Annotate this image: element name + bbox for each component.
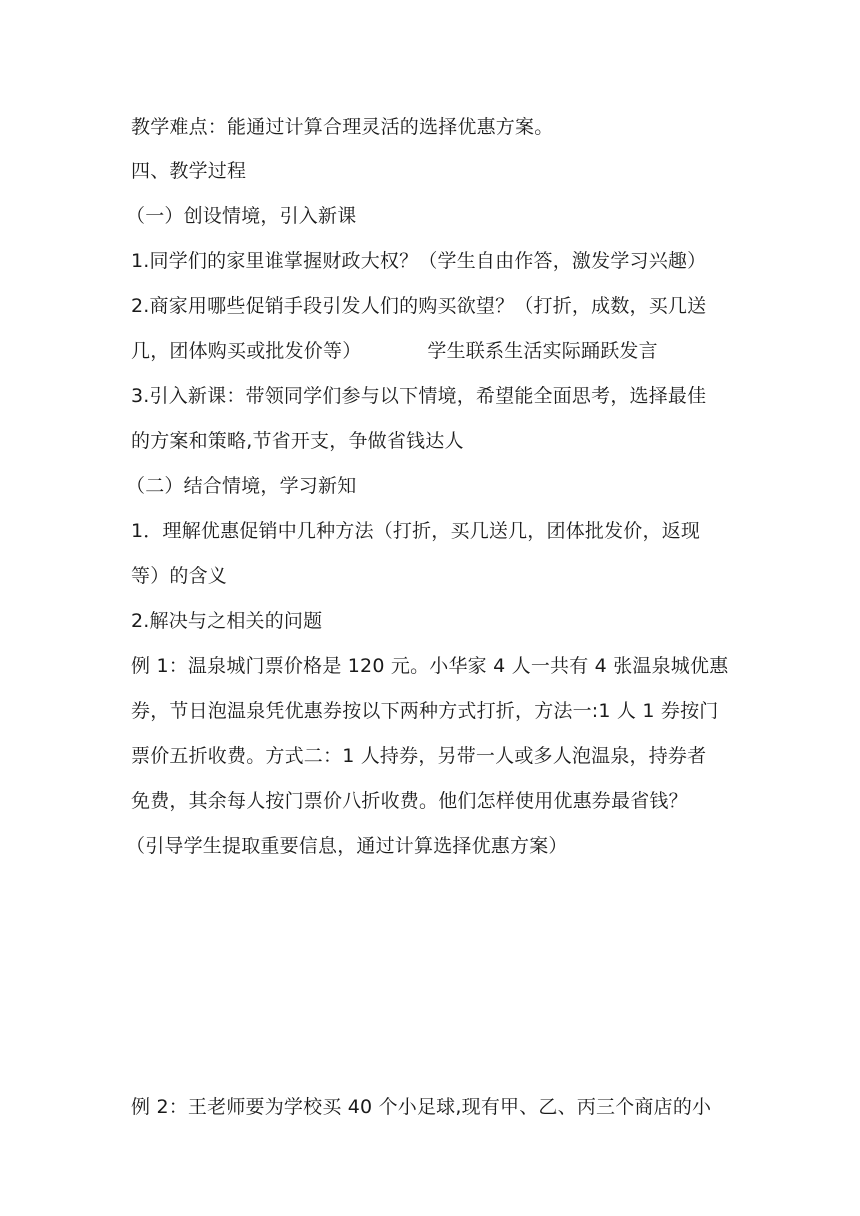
- paragraph-line: 2.商家用哪些促销手段引发人们的购买欲望？（打折，成数，买几送: [131, 295, 707, 317]
- section-heading-teaching-process: 四、教学过程: [131, 160, 247, 182]
- paragraph-line: 2.解决与之相关的问题: [131, 610, 323, 632]
- paragraph-line: 1．理解优惠促销中几种方法（打折，买几送几，团体批发价，返现: [131, 520, 701, 542]
- paragraph-line: [131, 337, 741, 365]
- example-1-line: 票价五折收费。方式二：1 人持券，另带一人或多人泡温泉，持券者: [131, 745, 707, 767]
- paragraph-line: 的方案和策略,节省开支，争做省钱达人: [131, 430, 464, 452]
- paragraph-text: 学生联系生活实际踊跃发言: [427, 340, 658, 362]
- teaching-difficulty-line: 教学难点：能通过计算合理灵活的选择优惠方案。: [131, 116, 554, 138]
- example-1-line: 免费，其余每人按门票价八折收费。他们怎样使用优惠券最省钱？: [131, 790, 688, 812]
- example-1-line: 例 1：温泉城门票价格是 120 元。小华家 4 人一共有 4 张温泉城优惠: [131, 655, 729, 677]
- paragraph-line: 等）的含义: [131, 565, 228, 587]
- paragraph-text: 几，团体购买或批发价等）: [131, 340, 362, 362]
- paragraph-line: 3.引入新课：带领同学们参与以下情境，希望能全面思考，选择最佳: [131, 385, 707, 407]
- example-2-line: 例 2：王老师要为学校买 40 个小足球,现有甲、乙、丙三个商店的小: [131, 1096, 712, 1118]
- paragraph-line: 1.同学们的家里谁掌握财政大权？（学生自由作答，激发学习兴趣）: [131, 250, 707, 272]
- guidance-note: （引导学生提取重要信息，通过计算选择优惠方案）: [126, 835, 568, 857]
- subsection-heading-2: （二）结合情境，学习新知: [126, 475, 357, 497]
- subsection-heading-1: （一）创设情境，引入新课: [126, 205, 357, 227]
- example-1-line: 券，节日泡温泉凭优惠券按以下两种方式打折，方法一:1 人 1 券按门: [131, 700, 719, 722]
